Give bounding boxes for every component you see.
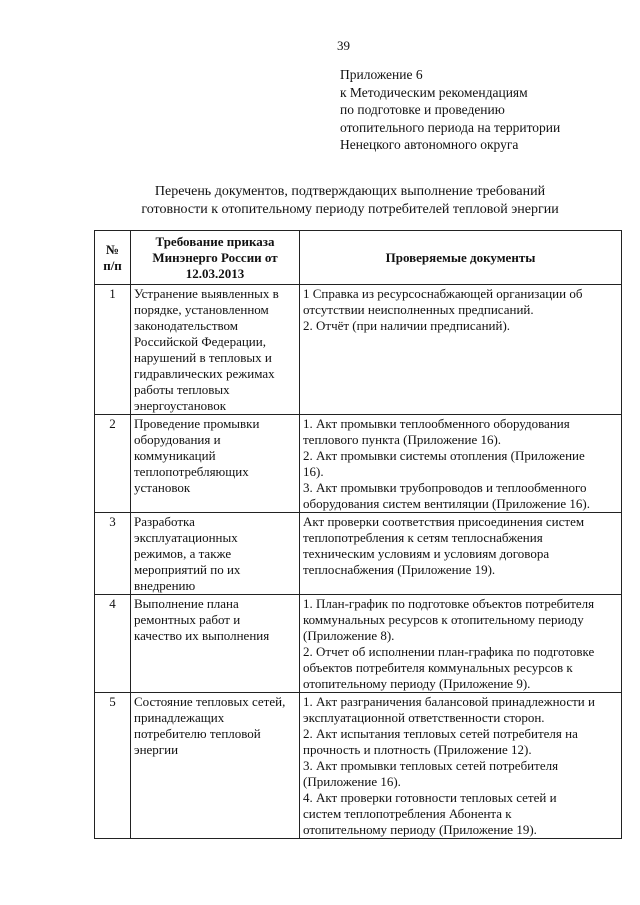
document-line: коммунальных ресурсов к отопительному периоду <box>303 612 584 627</box>
requirement-line: коммуникаций <box>134 448 216 463</box>
appendix-reference <box>340 66 560 154</box>
page-number: 39 <box>337 38 350 53</box>
table-row <box>95 595 622 693</box>
row-number: 5 <box>95 693 131 839</box>
requirement-cell <box>131 285 300 415</box>
title-line: Перечень документов, подтверждающих выполнение требований <box>154 184 546 199</box>
requirement-line: Российской Федерации, <box>134 334 266 349</box>
requirement-line: законодательством <box>134 318 239 333</box>
document-line: теплоснабжения (Приложение 19). <box>303 562 496 577</box>
requirement-line: эксплуатационных <box>134 530 238 545</box>
requirement-cell <box>131 513 300 595</box>
document-line: теплопотребления к сетям теплоснабжения <box>303 530 543 545</box>
document-line: 1 Справка из ресурсоснабжающей организации об <box>303 286 583 301</box>
requirement-cell <box>131 595 300 693</box>
appendix-line: Ненецкого автономного округа <box>340 137 519 152</box>
document-line: 1. Акт промывки теплообменного оборудования <box>303 416 570 431</box>
document-line: 1. План-график по подготовке объектов потребителя <box>303 596 595 611</box>
documents-cell <box>300 513 622 595</box>
header-documents: Проверяемые документы <box>300 231 622 285</box>
requirement-line: порядке, установленном <box>134 302 269 317</box>
requirement-line: гидравлических режимах <box>134 366 275 381</box>
document-line: отопительному периоду (Приложение 19). <box>303 822 537 837</box>
appendix-line: Приложение 6 <box>340 67 423 82</box>
requirement-line: работы тепловых <box>134 382 230 397</box>
document-line: 2. Акт испытания тепловых сетей потребителя на <box>303 726 578 741</box>
requirement-line: энергоустановок <box>134 398 227 413</box>
document-line: эксплуатационной ответственности сторон. <box>303 710 545 725</box>
requirement-line: режимов, а также <box>134 546 232 561</box>
requirement-line: оборудования и <box>134 432 221 447</box>
documents-cell <box>300 415 622 513</box>
requirement-line: мероприятий по их <box>134 562 241 577</box>
document-line: (Приложение 8). <box>303 628 395 643</box>
table-body <box>95 285 622 839</box>
requirement-line: ремонтных работ и <box>134 612 241 627</box>
title-line: готовности к отопительному периоду потребителей тепловой энергии <box>141 202 559 217</box>
appendix-line: к Методическим рекомендациям <box>340 84 528 100</box>
table-row <box>95 513 622 595</box>
header-line: № <box>105 242 120 257</box>
document-line: 3. Акт промывки трубопроводов и теплообменного <box>303 480 587 495</box>
table-header-row <box>95 231 622 285</box>
table-row <box>95 415 622 513</box>
documents-table <box>94 230 622 839</box>
document-line: 2. Отчет об исполнении план-графика по подготовке <box>303 644 595 659</box>
header-line: Требование приказа <box>155 234 275 249</box>
requirement-line: качество их выполнения <box>134 628 270 643</box>
documents-cell <box>300 693 622 839</box>
row-number: 3 <box>95 513 131 595</box>
requirement-cell <box>131 693 300 839</box>
document-line: отопительному периоду (Приложение 9). <box>303 676 531 691</box>
row-number: 1 <box>95 285 131 415</box>
requirement-line: Устранение выявленных в <box>134 286 279 301</box>
requirement-line: принадлежащих <box>134 710 225 725</box>
documents-cell <box>300 285 622 415</box>
document-line: отсутствии неисполненных предписаний. <box>303 302 534 317</box>
document-line: Акт проверки соответствия присоединения систем <box>303 514 585 529</box>
requirement-line: Состояние тепловых сетей, <box>134 694 286 709</box>
table-row <box>95 285 622 415</box>
requirement-line: установок <box>134 480 191 495</box>
requirement-line: Разработка <box>134 514 195 529</box>
requirement-line: теплопотребляющих <box>134 464 249 479</box>
document-line: 2. Отчёт (при наличии предписаний). <box>303 318 511 333</box>
appendix-line: по подготовке и проведению <box>340 102 505 117</box>
document-line: техническим условиям и условиям договора <box>303 546 550 561</box>
document-title <box>100 183 600 219</box>
header-line: Минэнерго России от <box>152 250 278 265</box>
requirement-line: потребителю тепловой <box>134 726 261 741</box>
header-line: п/п <box>103 258 122 273</box>
document-line: (Приложение 16). <box>303 774 401 789</box>
row-number: 2 <box>95 415 131 513</box>
requirement-line: Проведение промывки <box>134 416 260 431</box>
document-line: прочность и плотность (Приложение 12). <box>303 742 532 757</box>
document-line: оборудования систем вентиляции (Приложение 16). <box>303 496 590 511</box>
document-line: 3. Акт промывки тепловых сетей потребителя <box>303 758 559 773</box>
header-requirement <box>131 231 300 285</box>
document-line: 4. Акт проверки готовности тепловых сетей и <box>303 790 557 805</box>
requirement-line: внедрению <box>134 578 196 593</box>
document-line: систем теплопотребления Абонента к <box>303 806 512 821</box>
document-line: 16). <box>303 464 324 479</box>
document-line: объектов потребителя коммунальных ресурсов к <box>303 660 573 675</box>
row-number: 4 <box>95 595 131 693</box>
document-line: 2. Акт промывки системы отопления (Приложение <box>303 448 585 463</box>
header-number <box>95 231 131 285</box>
documents-cell <box>300 595 622 693</box>
requirement-cell <box>131 415 300 513</box>
requirement-line: нарушений в тепловых и <box>134 350 272 365</box>
header-line: 12.03.2013 <box>185 266 245 281</box>
document-line: теплового пункта (Приложение 16). <box>303 432 502 447</box>
appendix-line: отопительного периода на территории <box>340 119 561 135</box>
requirement-line: Выполнение плана <box>134 596 239 611</box>
document-line: 1. Акт разграничения балансовой принадлежности и <box>303 694 595 709</box>
table-row <box>95 693 622 839</box>
requirement-line: энергии <box>134 742 179 757</box>
